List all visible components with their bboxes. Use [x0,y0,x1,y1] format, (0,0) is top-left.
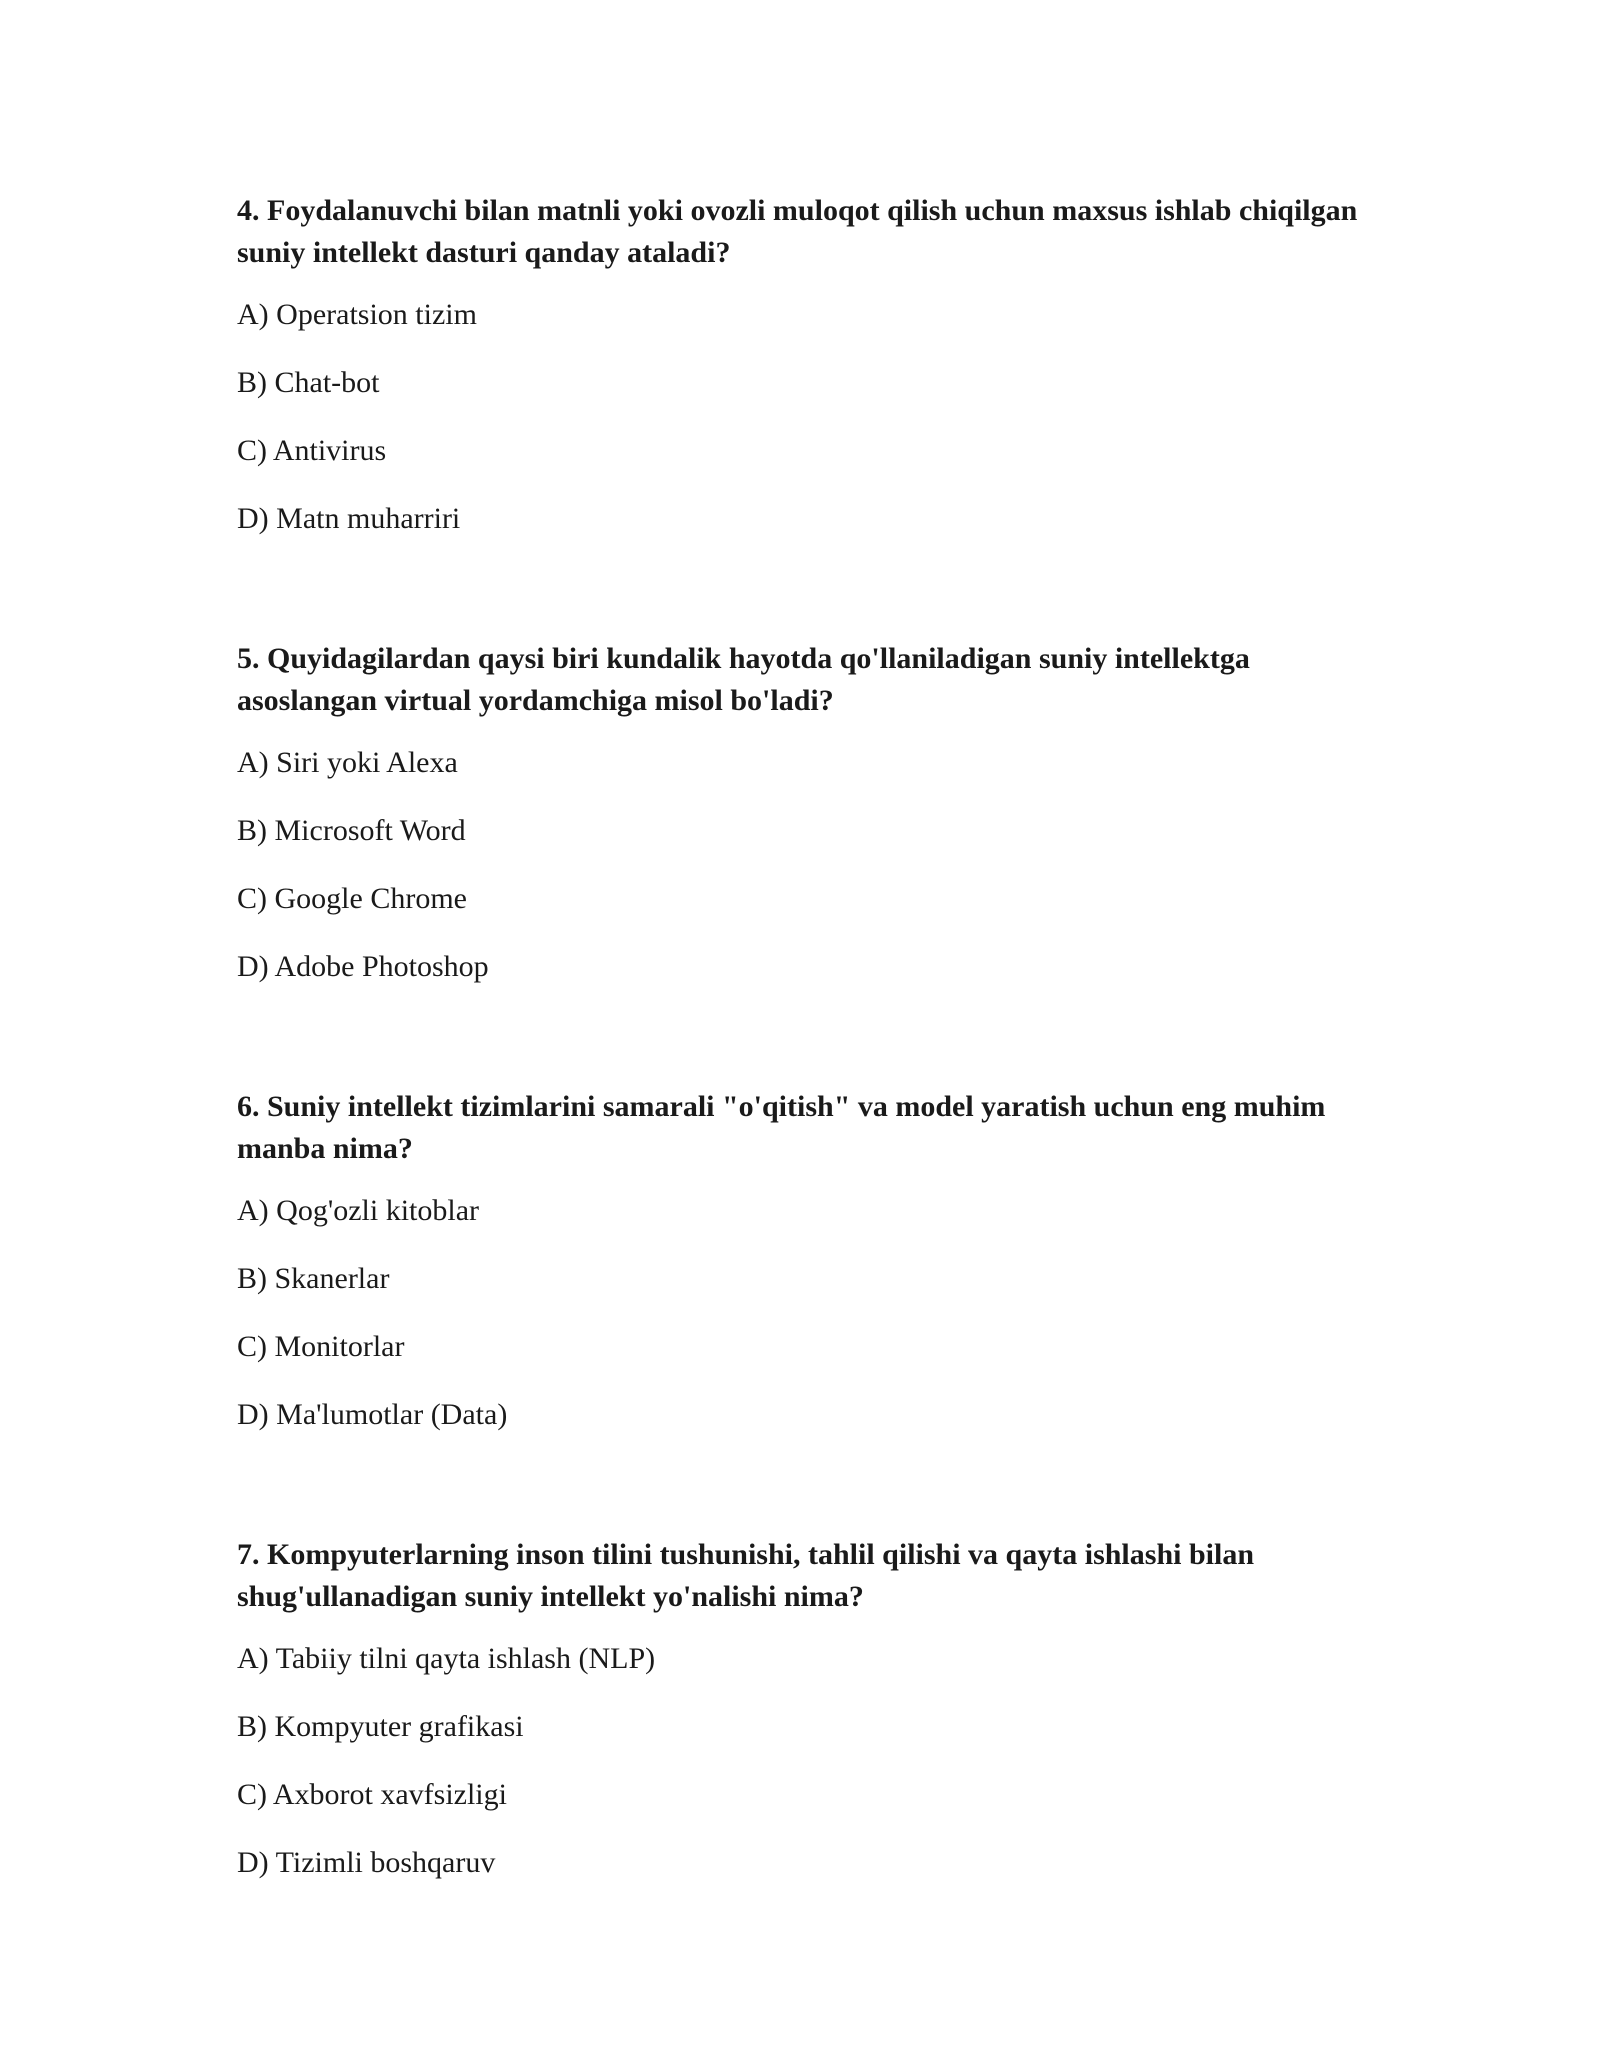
option-c: C) Google Chrome [237,882,467,915]
question-text: 5. Quyidagilardan qaysi biri kundalik hayotda qo'llaniladigan suniy intellektga asoslangan virtual yordamchiga misol bo'ladi? [237,642,1250,717]
option-b: B) Kompyuter grafikasi [237,1710,524,1743]
options-list [237,1642,1367,1880]
question-text: 4. Foydalanuvchi bilan matnli yoki ovozli muloqot qilish uchun maxsus ishlab chiqilgan suniy intellekt dasturi qanday ataladi? [237,194,1358,269]
option-c: C) Antivirus [237,434,387,467]
question-block [237,190,1367,638]
options-list [237,746,1367,984]
option-b: B) Chat-bot [237,366,380,399]
question-block [237,1086,1367,1534]
document-page [237,190,1367,1982]
question-block [237,638,1367,1086]
option-a: A) Siri yoki Alexa [237,746,458,779]
option-a: A) Operatsion tizim [237,298,477,331]
question-text: 7. Kompyuterlarning inson tilini tushunishi, tahlil qilishi va qayta ishlashi bilan shug'ullanadigan suniy intellekt yo'nalishi nima? [237,1538,1254,1613]
option-b: B) Microsoft Word [237,814,466,847]
option-d: D) Tizimli boshqaruv [237,1846,496,1879]
option-d: D) Matn muharriri [237,502,461,535]
option-d: D) Ma'lumotlar (Data) [237,1398,508,1431]
options-list [237,1194,1367,1432]
option-a: A) Qog'ozli kitoblar [237,1194,480,1227]
question-text: 6. Suniy intellekt tizimlarini samarali "o'qitish" va model yaratish uchun eng muhim manba nima? [237,1090,1326,1165]
option-a: A) Tabiiy tilni qayta ishlash (NLP) [237,1642,656,1675]
option-b: B) Skanerlar [237,1262,390,1295]
question-block [237,1534,1367,1982]
option-c: C) Axborot xavfsizligi [237,1778,507,1811]
options-list [237,298,1367,536]
option-d: D) Adobe Photoshop [237,950,489,983]
option-c: C) Monitorlar [237,1330,405,1363]
